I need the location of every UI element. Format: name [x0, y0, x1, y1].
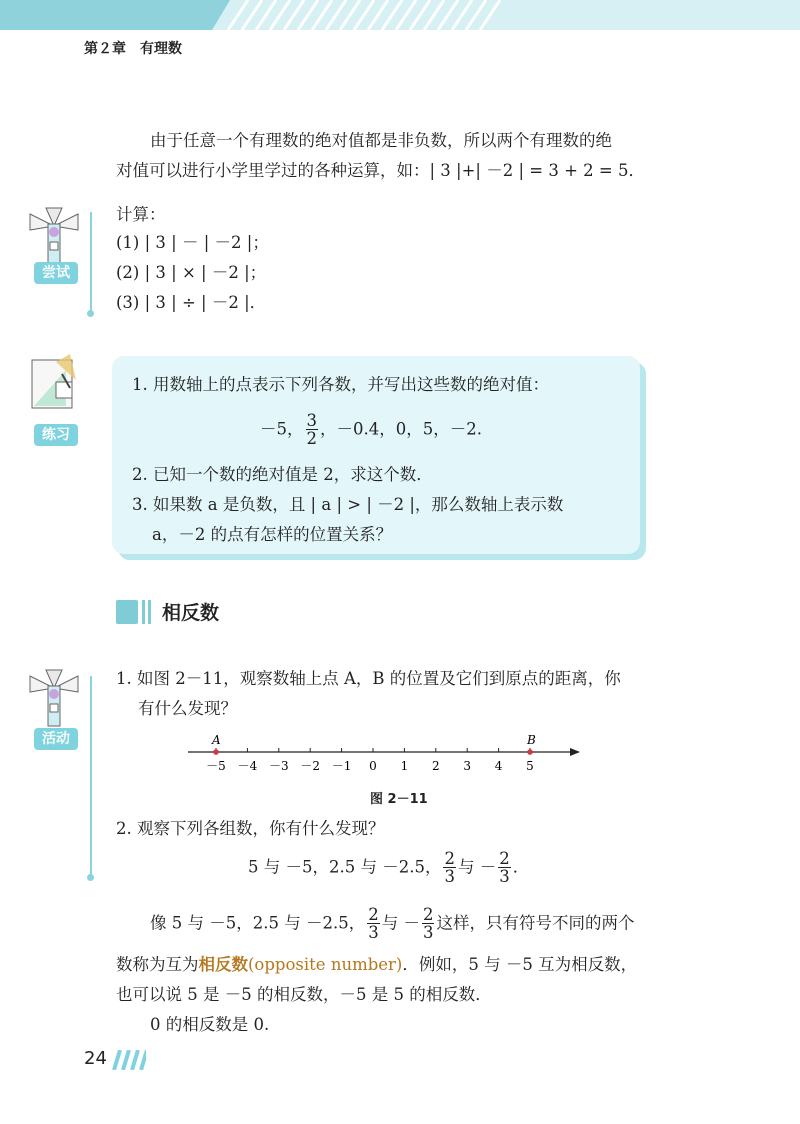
fraction-numerator: 3	[306, 411, 317, 430]
fraction-two-thirds	[422, 906, 435, 942]
point-b-dot	[527, 749, 533, 755]
intro-line-1: 由于任意一个有理数的绝对值都是非负数，所以两个有理数的绝	[150, 131, 612, 150]
body-p2-b: ．例如，5 与 －5 互为相反数，	[402, 955, 638, 974]
fraction-denominator: 2	[306, 429, 317, 449]
figure-caption: 图 2－11	[370, 792, 428, 807]
point-a-label: A	[212, 733, 221, 747]
body-paragraph-2	[116, 950, 637, 980]
activity-q2-numbers	[248, 850, 529, 886]
fraction-numerator: 2	[368, 905, 379, 924]
number-line-tick-label: 3	[463, 759, 472, 773]
number-line-tick-label: 0	[369, 759, 377, 773]
activity-q1-line-2: 有什么发现？	[138, 699, 237, 718]
try-title: 计算：	[116, 205, 166, 224]
header-bar	[0, 0, 800, 30]
activity-q1-line-1: 1. 如图 2－11，观察数轴上点 A，B 的位置及它们到原点的距离，你	[116, 669, 621, 688]
number-line-tick-label: －4	[237, 759, 258, 773]
number-line-arrow	[570, 748, 580, 756]
practice-q1: 1. 用数轴上的点表示下列各数，并写出这些数的绝对值：	[132, 375, 549, 394]
activity-divider-dot	[87, 874, 94, 881]
activity-divider	[90, 676, 92, 876]
body-p2-a: 数称为互为	[116, 955, 199, 974]
fraction-denominator: 3	[422, 923, 434, 943]
number-line-tick-label: －1	[331, 759, 352, 773]
fraction-three-halves	[306, 412, 319, 448]
section-stripe	[142, 600, 145, 624]
intro-line-2: 对值可以进行小学里学过的各种运算，如：| 3 |+| －2 | = 3 + 2 = 5．	[116, 161, 645, 180]
point-a-dot	[213, 749, 219, 755]
fraction-numerator: 2	[499, 849, 510, 868]
fraction-numerator: 2	[444, 849, 455, 868]
chapter-title: 第２章 有理数	[84, 41, 182, 57]
number-line-tick-label: －3	[268, 759, 289, 773]
activity-badge: 活动	[34, 728, 78, 750]
practice-q1-numbers	[260, 412, 482, 448]
body-p1-a: 像 5 与 －5，2.5 与 －2.5，	[150, 913, 366, 933]
body-paragraph-4: 0 的相反数是 0.	[150, 1015, 270, 1034]
number-line-tick-label: 2	[431, 759, 440, 773]
practice-q1-nums-after: ，－0.4，0，5，－2.	[320, 419, 482, 439]
activity-q2: 2. 观察下列各组数，你有什么发现？	[116, 819, 385, 838]
section-stripe	[148, 600, 151, 624]
try-divider-dot	[87, 310, 94, 317]
windmill-icon	[26, 206, 82, 268]
fraction-two-thirds	[498, 850, 511, 886]
point-b-label: B	[527, 733, 536, 747]
try-badge: 尝试	[34, 262, 78, 284]
activity-q2-nums: 5 与 －5，2.5 与 －2.5，	[248, 857, 442, 877]
try-item-2: (2) | 3 | × | －2 |；	[116, 263, 267, 282]
keyword-english: (opposite number)	[248, 955, 403, 974]
notebook-icon	[26, 352, 82, 414]
activity-q2-end: ．	[512, 857, 530, 877]
practice-badge: 练习	[34, 424, 78, 446]
fraction-numerator: 2	[422, 905, 434, 924]
practice-q3-line-2: a，－2 的点有怎样的位置关系？	[152, 525, 393, 544]
try-item-3: (3) | 3 | ÷ | －2 |．	[116, 293, 267, 312]
fraction-denominator: 3	[368, 923, 379, 943]
number-line-tick-label: －5	[206, 759, 226, 773]
try-item-1: (1) | 3 | － | －2 |；	[116, 233, 269, 252]
practice-q1-nums-before: －5，	[260, 419, 304, 439]
number-line-tick-label: 1	[400, 759, 409, 773]
keyword-opposite-number: 相反数	[198, 955, 248, 974]
fraction-two-thirds	[367, 906, 380, 942]
body-p1-b: 这样，只有符号不同的两个	[436, 913, 635, 933]
fraction-denominator: 3	[444, 867, 455, 887]
practice-q3-line-1: 3. 如果数 a 是负数，且 | a | > | －2 |，那么数轴上表示数	[132, 495, 564, 514]
activity-q2-mid: 与 －	[457, 857, 497, 877]
fraction-denominator: 3	[499, 867, 510, 887]
fraction-two-thirds	[443, 850, 456, 886]
number-line-tick-label: 4	[494, 759, 503, 773]
body-paragraph-3: 也可以说 5 是 －5 的相反数，－5 是 5 的相反数．	[116, 985, 492, 1004]
number-line-figure	[180, 730, 590, 780]
body-p1-mid: 与 －	[381, 913, 420, 933]
try-divider	[90, 212, 92, 312]
windmill-icon	[26, 668, 82, 730]
page-number: 24	[84, 1048, 107, 1069]
section-marker	[116, 600, 138, 624]
page-stripes	[112, 1050, 146, 1070]
section-title: 相反数	[162, 602, 220, 624]
practice-q2: 2. 已知一个数的绝对值是 2，求这个数．	[132, 465, 433, 484]
number-line-tick-label: 5	[526, 759, 534, 773]
body-paragraph-1	[150, 906, 634, 942]
number-line-tick-label: －2	[300, 759, 321, 773]
